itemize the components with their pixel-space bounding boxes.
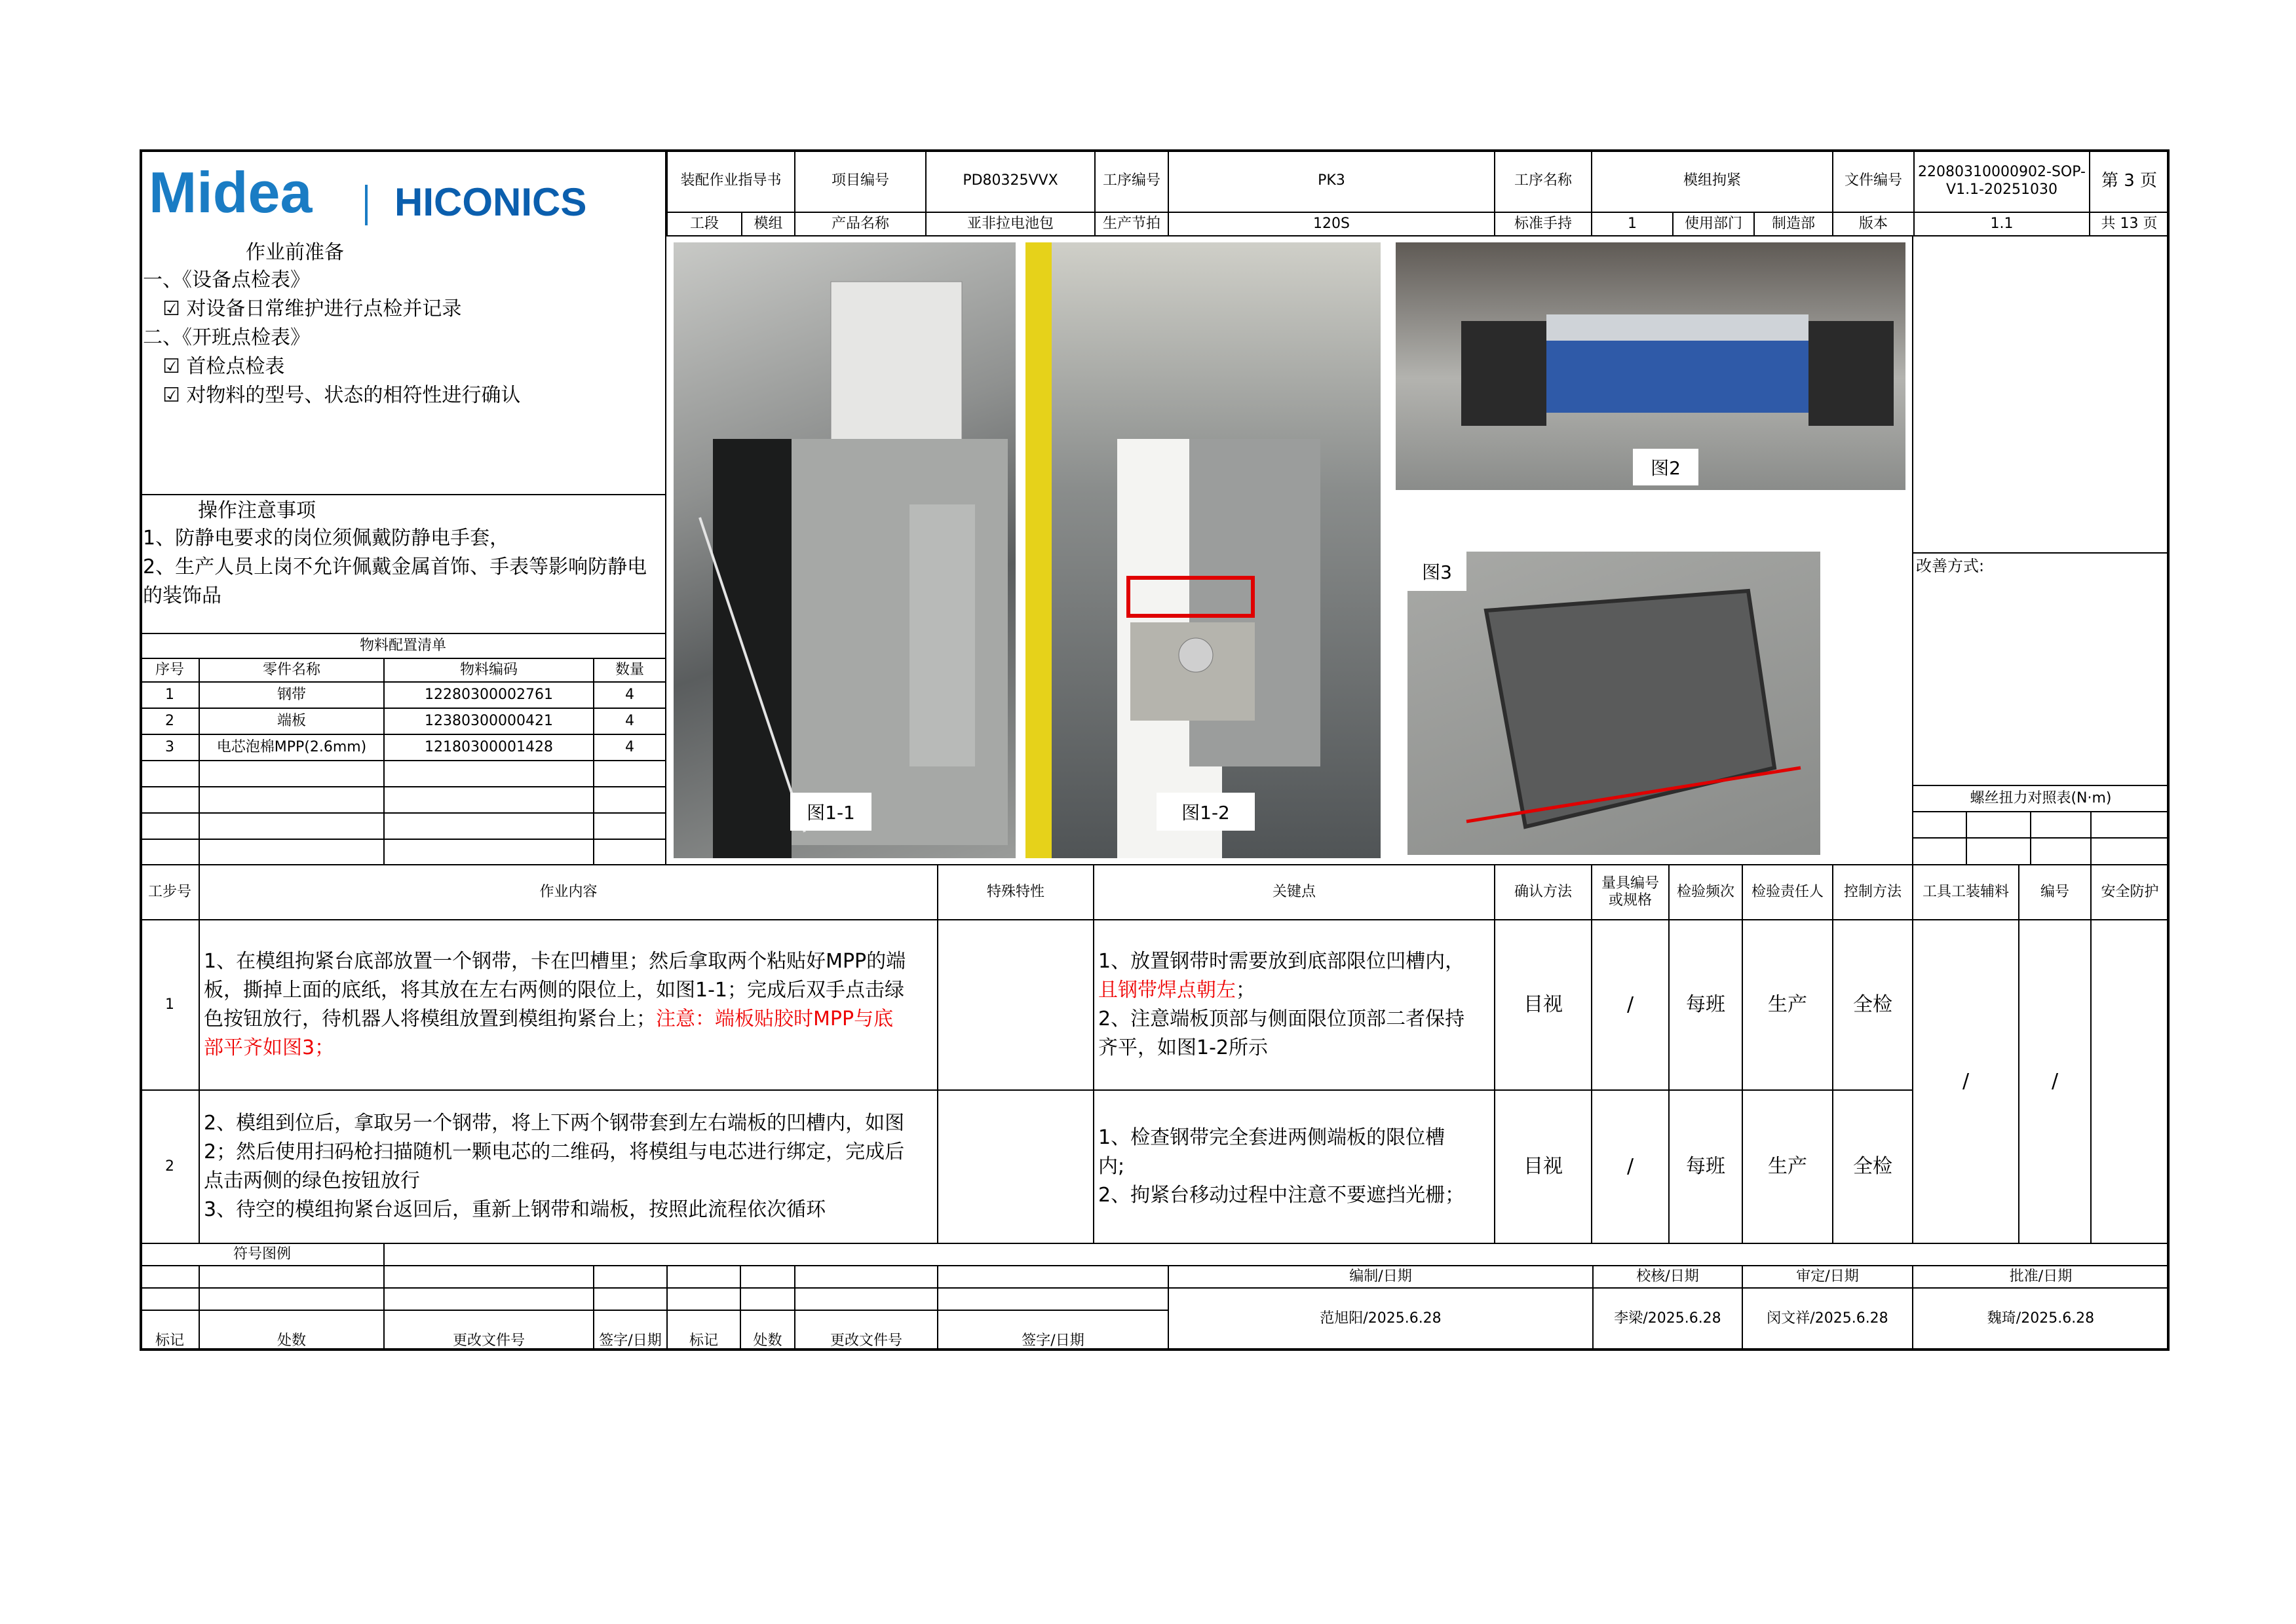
warning-text: 注意：端板贴胶时MPP与底: [656, 1008, 894, 1030]
rev-cell: [383, 1287, 594, 1311]
torque-cell: [2090, 811, 2170, 839]
step-content: 1、在模组拘紧台底部放置一个钢带，卡在凹槽里；然后拿取两个粘贴好MPP的端 板，撕掉上面的底纸，将其放在左右两侧的限位上，如图1-1；完成后双手点击绿 色按钮放行，待机器人将模组放置到模组拘紧台上；注意：端板贴胶时MPP与底 部平齐如图3；: [199, 919, 938, 1091]
mat-header: 物料编码: [383, 658, 594, 683]
fig1-1-caption: 图1-1: [790, 793, 871, 831]
mat-cell: [593, 812, 666, 840]
mat-cell: [383, 812, 594, 840]
confirm-method: 目视: [1494, 1089, 1592, 1244]
approver: 魏琦/2025.6.28: [1912, 1287, 2170, 1351]
svg-text:HICONICS: HICONICS: [394, 180, 587, 224]
process-name-label: 工序名称: [1494, 149, 1592, 213]
legend-label: 符号图例: [140, 1243, 385, 1266]
mat-cell: [199, 786, 385, 814]
mat-cell: 4: [593, 708, 666, 735]
legend-area: [383, 1243, 2170, 1266]
mat-cell: 4: [593, 734, 666, 761]
notes-line: 的装饰品: [143, 584, 221, 607]
frequency: 每班: [1668, 1089, 1743, 1244]
mat-cell: 端板: [199, 708, 385, 735]
photo-fig3: [1407, 552, 1820, 855]
project-no-label: 项目编号: [794, 149, 927, 213]
mat-header: 序号: [140, 658, 200, 683]
checker: 李梁/2025.6.28: [1592, 1287, 1743, 1351]
rev-label: 处数: [740, 1310, 795, 1351]
rev-cell: [666, 1287, 741, 1311]
std: 1: [1591, 212, 1674, 236]
rev-cell: [794, 1265, 938, 1289]
col-header-owner: 检验责任人: [1742, 864, 1833, 920]
rev-cell: [199, 1287, 385, 1311]
col-header-gauge: 量具编号 或规格: [1591, 864, 1670, 920]
rev-cell: [937, 1265, 1169, 1289]
check-label: 校核/日期: [1592, 1265, 1743, 1289]
rev-cell: [794, 1287, 938, 1311]
notes-line: 1、防静电要求的岗位须佩戴防静电手套，: [143, 527, 510, 550]
rev-label: 标记: [140, 1310, 200, 1351]
mat-cell: [199, 760, 385, 787]
version-label: 版本: [1832, 212, 1915, 236]
key-point: 1、检查钢带完全套进两侧端板的限位槽 内; 2、拘紧台移动过程中注意不要遮挡光栅；: [1093, 1089, 1495, 1244]
rev-cell: [740, 1287, 795, 1311]
mat-cell: 2: [140, 708, 200, 735]
mat-cell: 12380300000421: [383, 708, 594, 735]
process-no-label: 工序编号: [1094, 149, 1169, 213]
col-header-special: 特殊特性: [937, 864, 1094, 920]
col-header-no: 工步号: [140, 864, 200, 920]
step-no: 1: [140, 919, 200, 1091]
version: 1.1: [1913, 212, 2090, 236]
col-header-freq: 检验频次: [1668, 864, 1743, 920]
mat-cell: [199, 812, 385, 840]
rev-label: 更改文件号: [383, 1310, 594, 1351]
col-header-key: 关键点: [1093, 864, 1495, 920]
file-no: 22080310000902-SOP- V1.1-20251030: [1913, 149, 2090, 213]
file-no-label: 文件编号: [1832, 149, 1915, 213]
tool-cell: /: [1912, 919, 2019, 1244]
std-label: 标准手持: [1494, 212, 1592, 236]
mat-cell: [140, 786, 200, 814]
torque-label: 螺丝扭力对照表(N·m): [1912, 785, 2170, 812]
owner: 生产: [1742, 919, 1833, 1091]
rev-label: 处数: [199, 1310, 385, 1351]
mat-cell: 3: [140, 734, 200, 761]
mat-cell: [593, 786, 666, 814]
doc-type: 装配作业指导书: [666, 149, 795, 213]
rev-label: 签字/日期: [593, 1310, 668, 1351]
gauge: /: [1591, 1089, 1670, 1244]
mat-cell: [140, 760, 200, 787]
total-pages: 共 13 页: [2089, 212, 2170, 236]
key-point: 1、放置钢带时需要放到底部限位凹槽内， 且钢带焊点朝左； 2、注意端板顶部与侧面限位顶部二者保持 齐平，如图1-2所示: [1093, 919, 1495, 1091]
owner: 生产: [1742, 1089, 1833, 1244]
code-cell: /: [2018, 919, 2092, 1244]
materials-title: 物料配置清单: [140, 633, 666, 659]
takt-label: 生产节拍: [1094, 212, 1169, 236]
rev-cell: [593, 1265, 668, 1289]
mat-cell: 12180300001428: [383, 734, 594, 761]
mat-cell: 钢带: [199, 681, 385, 709]
rev-label: 签字/日期: [937, 1310, 1169, 1351]
control-method: 全检: [1832, 919, 1913, 1091]
rev-cell: [140, 1287, 200, 1311]
rev-cell: [937, 1287, 1169, 1311]
prep-line: 一、《设备点检表》: [143, 269, 310, 292]
endplate-part-illustration: [1407, 552, 1820, 855]
mat-header: 数量: [593, 658, 666, 683]
step-content: 2、模组到位后，拿取另一个钢带，将上下两个钢带套到左右端板的凹槽内，如图 2；然后使用扫码枪扫描随机一颗电芯的二维码，将模组与电芯进行绑定，完成后 点击两侧的绿色按钮放行 3、待空的模组拘紧台返回后，重新上钢带和端板，按照此流程依次循环: [199, 1089, 938, 1244]
mat-cell: [140, 839, 200, 865]
rev-cell: [666, 1265, 741, 1289]
rev-cell: [740, 1265, 795, 1289]
mat-cell: [593, 839, 666, 865]
gauge: /: [1591, 919, 1670, 1091]
edit-label: 编制/日期: [1168, 1265, 1594, 1289]
torque-cell: [2030, 811, 2092, 839]
rev-cell: [593, 1287, 668, 1311]
page-number: 第 3 页: [2089, 149, 2170, 213]
improve-label: 改善方式:: [1916, 557, 1985, 575]
mat-cell: 12280300002761: [383, 681, 594, 709]
photo-fig2: [1396, 242, 1905, 490]
mat-cell: [199, 839, 385, 865]
control-method: 全检: [1832, 1089, 1913, 1244]
reviewer: 闵文祥/2025.6.28: [1742, 1287, 1913, 1351]
col-header-safety: 安全防护: [2090, 864, 2170, 920]
frequency: 每班: [1668, 919, 1743, 1091]
prep-line: ☑ 首检点检表: [163, 355, 285, 378]
rev-label: 标记: [666, 1310, 741, 1351]
col-header-tool: 工具工装辅料: [1912, 864, 2019, 920]
torque-cell: [1912, 837, 1967, 865]
col-header-code: 编号: [2018, 864, 2092, 920]
warning-text: 且钢带焊点朝左: [1098, 979, 1236, 1002]
product-label: 产品名称: [794, 212, 927, 236]
warning-text: 部平齐如图3；: [204, 1036, 335, 1059]
midea-hiconics-logo: [142, 152, 666, 234]
svg-text:Midea: Midea: [149, 160, 313, 225]
mat-header: 零件名称: [199, 658, 385, 683]
mat-cell: 4: [593, 681, 666, 709]
special-cell: [937, 919, 1094, 1091]
prep-title: 作业前准备: [246, 241, 344, 264]
takt: 120S: [1168, 212, 1495, 236]
product: 亚非拉电池包: [925, 212, 1096, 236]
process-name: 模组拘紧: [1591, 149, 1833, 213]
section-label: 工段: [666, 212, 742, 236]
confirm-method: 目视: [1494, 919, 1592, 1091]
special-cell: [937, 1089, 1094, 1244]
rev-cell: [199, 1265, 385, 1289]
approve-label: 批准/日期: [1912, 1265, 2170, 1289]
section: 模组: [741, 212, 795, 236]
notes-title: 操作注意事项: [198, 499, 316, 522]
torque-cell: [1912, 811, 1967, 839]
torque-cell: [2030, 837, 2092, 865]
photo-fig1-1: [674, 242, 1016, 858]
fig1-2-caption: 图1-2: [1157, 793, 1255, 831]
dept-label: 使用部门: [1672, 212, 1755, 236]
logo-area: [142, 152, 666, 234]
prep-line: ☑ 对物料的型号、状态的相符性进行确认: [163, 384, 521, 407]
torque-cell: [1966, 837, 2031, 865]
process-no: PK3: [1168, 149, 1495, 213]
dept: 制造部: [1753, 212, 1833, 236]
mat-cell: 1: [140, 681, 200, 709]
endplate-illustration: [1025, 242, 1381, 858]
photo-fig1-2: [1025, 242, 1381, 858]
prep-line: ☑ 对设备日常维护进行点检并记录: [163, 297, 462, 320]
prep-line: 二、《开班点检表》: [143, 326, 310, 349]
fixture-illustration: [674, 242, 1016, 858]
project-no: PD80325VVX: [925, 149, 1096, 213]
fig2-caption: 图2: [1633, 449, 1698, 485]
mat-cell: [383, 760, 594, 787]
mat-cell: 电芯泡棉MPP(2.6mm): [199, 734, 385, 761]
review-label: 审定/日期: [1742, 1265, 1913, 1289]
rev-label: 更改文件号: [794, 1310, 938, 1351]
editor: 范旭阳/2025.6.28: [1168, 1287, 1594, 1351]
torque-cell: [1966, 811, 2031, 839]
rev-cell: [383, 1265, 594, 1289]
mat-cell: [383, 786, 594, 814]
mat-cell: [140, 812, 200, 840]
step-no: 2: [140, 1089, 200, 1244]
col-header-control: 控制方法: [1832, 864, 1913, 920]
mat-cell: [593, 760, 666, 787]
fig3-caption: 图3: [1407, 552, 1466, 591]
notes-line: 2、生产人员上岗不允许佩戴金属首饰、手表等影响防静电: [143, 556, 647, 578]
mat-cell: [383, 839, 594, 865]
divider: [140, 494, 666, 495]
rev-cell: [140, 1265, 200, 1289]
col-header-confirm: 确认方法: [1494, 864, 1592, 920]
torque-cell: [2090, 837, 2170, 865]
col-header-content: 作业内容: [199, 864, 938, 920]
safety-cell: [2090, 919, 2170, 1244]
divider: [1912, 235, 1913, 864]
